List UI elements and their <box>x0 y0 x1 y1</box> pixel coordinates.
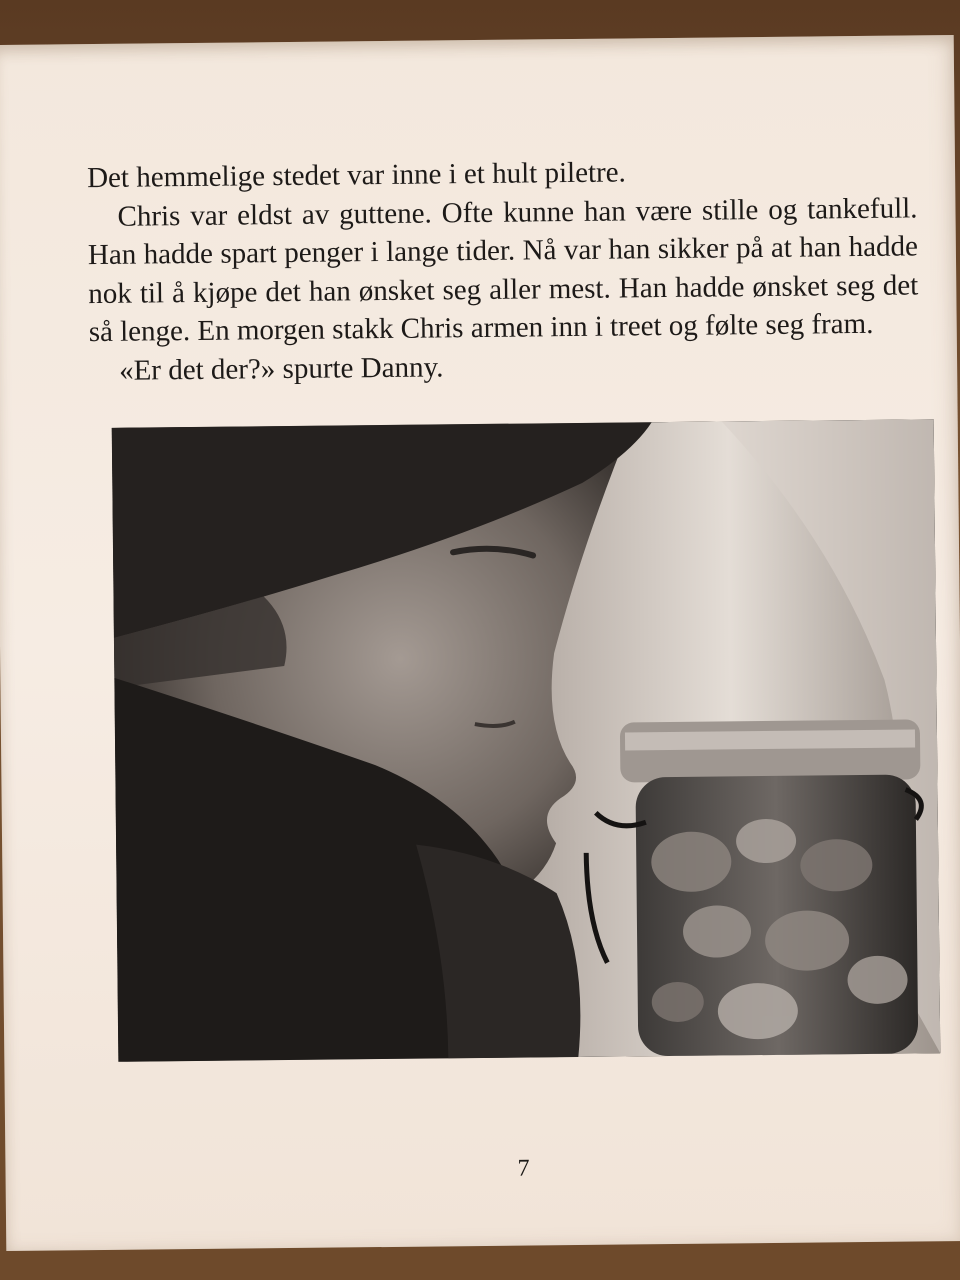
paragraph-2: Chris var eldst av guttene. Ofte kunne han være stille og tankefull. Han hadde spart penger i lange tider. Nå var han sikker på at han hadde nok til å kjøpe det han ønsket seg aller mest. Han hadde ønsket seg det så lenge. En morgen stakk Chris armen inn i treet og følte seg fram. <box>87 191 919 349</box>
boy-with-coin-jar-photo <box>112 419 941 1062</box>
photo-illustration <box>112 419 941 1062</box>
body-text <box>87 150 919 390</box>
paragraph-1: Det hemmelige stedet var inne i et hult piletre. <box>86 156 626 195</box>
paragraph-3: «Er det der?» spurte Danny. <box>118 350 444 387</box>
page-number: 7 <box>517 1155 530 1182</box>
book-page <box>0 35 960 1251</box>
